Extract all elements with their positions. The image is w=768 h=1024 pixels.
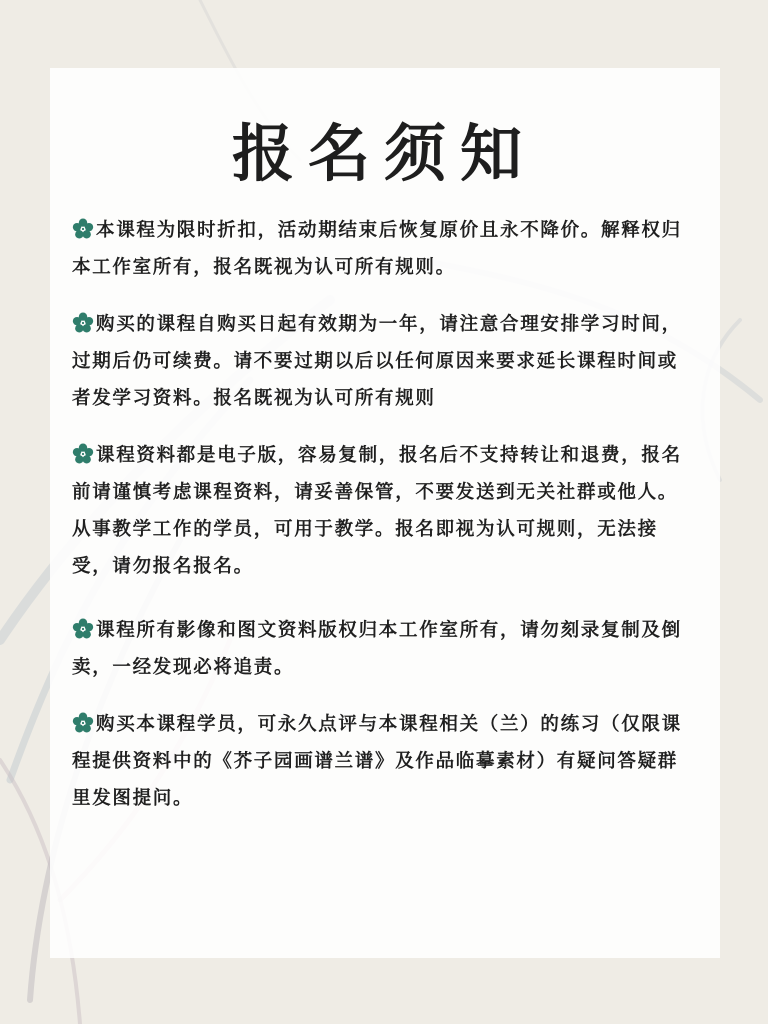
notice-section-1	[72, 212, 692, 286]
notice-section-3	[72, 437, 692, 585]
plum-blossom-icon	[72, 443, 94, 465]
plum-blossom-icon	[72, 712, 94, 734]
plum-blossom-icon	[72, 618, 94, 640]
notice-section-5	[72, 706, 692, 817]
page-title: 报名须知	[231, 117, 536, 190]
notice-text-4: 课程所有影像和图文资料版权归本工作室所有，请勿刻录复制及倒卖，一经发现必将追责。	[72, 620, 682, 678]
notice-section-2	[72, 306, 692, 417]
notice-text-5: 购买本课程学员，可永久点评与本课程相关（兰）的练习（仅限课程提供资料中的《芥子园画谱兰谱》及作品临摹素材）有疑问答疑群里发图提问。	[72, 714, 682, 809]
notice-section-4	[72, 612, 692, 686]
notice-text-3: 课程资料都是电子版，容易复制，报名后不支持转让和退费，报名前请谨慎考虑课程资料，请妥善保管，不要发送到无关社群或他人。从事教学工作的学员，可用于教学。报名即视为认可规则，无法接受，请勿报名报名。	[72, 445, 682, 577]
notice-text-2: 购买的课程自购买日起有效期为一年，请注意合理安排学习时间，过期后仍可续费。请不要过期以后以任何原因来要求延长课程时间或者发学习资料。报名既视为认可所有规则	[72, 314, 682, 409]
plum-blossom-icon	[72, 312, 94, 334]
notice-text-1: 本课程为限时折扣，活动期结束后恢复原价且永不降价。解释权归本工作室所有，报名既视为认可所有规则。	[72, 220, 682, 278]
plum-blossom-icon	[72, 218, 94, 240]
